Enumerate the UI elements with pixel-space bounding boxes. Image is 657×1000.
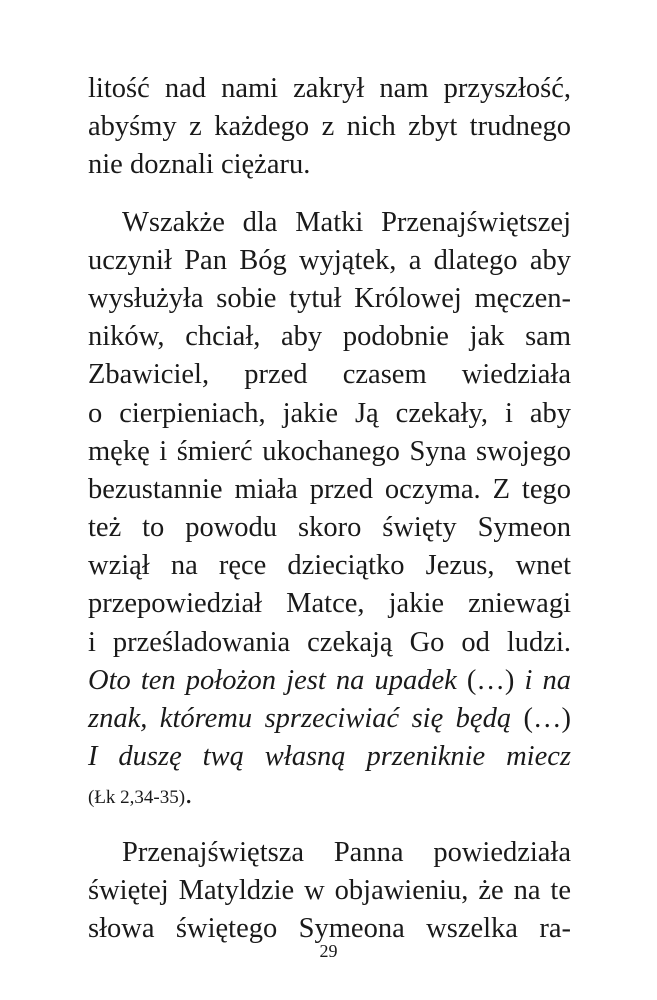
text-line: Przenajświętsza Panna powiedziała <box>122 836 571 868</box>
ellipsis: (…) <box>523 703 571 734</box>
paragraph-1 <box>88 70 571 185</box>
text-line: świętej Matyldzie w objawieniu, że na te <box>88 874 571 906</box>
text-line: abyśmy z każdego z nich zbyt trudnego <box>88 111 571 143</box>
page-number: 29 <box>319 941 338 961</box>
paragraph-3 <box>88 834 571 949</box>
reference-period: . <box>185 779 193 811</box>
text-line: o cierpieniach, jakie Ją czekały, i aby <box>88 397 571 429</box>
text-line: wysłużyła sobie tytuł Królowej męczen- <box>88 282 571 314</box>
quote-line <box>88 738 571 776</box>
text-line: uczynił Pan Bóg wyjątek, a dlatego aby <box>88 244 571 276</box>
text-line: mękę i śmierć ukochanego Syna swojego <box>88 435 571 467</box>
text-line: Wszakże dla Matki Przenajświętszej <box>122 206 571 238</box>
quote-line <box>88 700 571 738</box>
text-line: bezustannie miała przed oczyma. Z tego <box>88 473 571 505</box>
text-line: Zbawiciel, przed czasem wiedziała <box>88 359 571 391</box>
page-body <box>88 70 571 948</box>
quote-text: i na <box>524 664 571 696</box>
text-line: i prześladowania czekają Go od ludzi. <box>88 626 571 658</box>
text-line: przepowiedział Matce, jakie zniewagi <box>88 588 571 620</box>
quote-line <box>88 662 571 700</box>
text-line: wziął na ręce dzieciątko Jezus, wnet <box>88 550 571 582</box>
bible-reference: (Łk 2,34-35) <box>88 787 186 809</box>
quote-text: Oto ten położon jest na upadek <box>88 664 457 696</box>
ellipsis: (…) <box>466 664 515 696</box>
text-line: nie doznali ciężaru. <box>88 149 311 181</box>
paragraph-2 <box>88 204 571 815</box>
quote-reference-line <box>88 776 571 814</box>
text-line: słowa świętego Symeona wszelka ra- <box>88 912 571 944</box>
text-line: litość nad nami zakrył nam przyszłość, <box>88 73 571 104</box>
text-line: ników, chciał, aby podobnie jak sam <box>88 321 571 353</box>
quote-text: znak, któremu sprzeciwiać się będą <box>88 703 512 734</box>
text-line: też to powodu skoro święty Symeon <box>88 512 571 544</box>
quote-text: I duszę twą własną przeniknie miecz <box>88 741 571 773</box>
